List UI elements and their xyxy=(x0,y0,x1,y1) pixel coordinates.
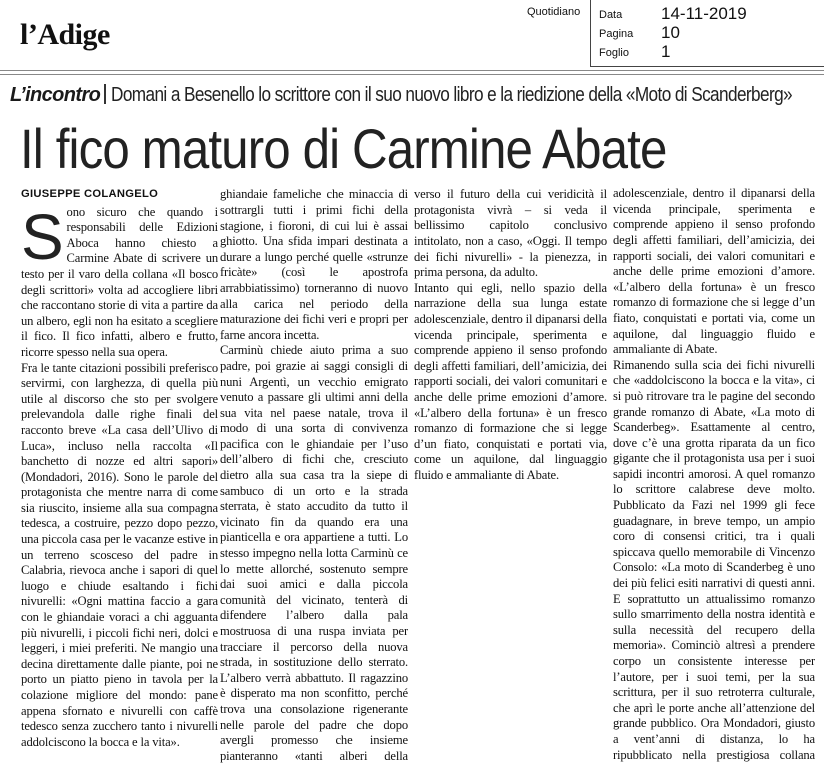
masthead xyxy=(0,0,824,72)
meta-label: Data xyxy=(599,9,623,21)
divider xyxy=(0,74,824,75)
meta-value: 1 xyxy=(661,42,671,61)
paragraph-continued: adolescenziale, dentro il dipanarsi della vicenda principale, sperimenta e comprende appieno il senso profondo degli affetti familiari, dell’amicizia, dei rapporti sociali, dei valori comunitari e anche delle prime emozioni d’amore. «L’albero della fortuna» è un fresco romanzo di formazione che si legge d’un fiato, conquistati e portati via, come un aquilone, dal linguaggio fluido e ammaliante di Abate. xyxy=(613,187,815,357)
meta-row-sheet xyxy=(599,42,819,62)
paragraph xyxy=(21,200,218,361)
paragraph: Intanto qui egli, nello spazio della narrazione della sua lunga estate adolescenziale, dentro il dipanarsi della vicenda principale, sperimenta e comprende appieno il senso profondo degli affetti familiari, dell’amicizia, dei rapporti sociali, dei valori comunitari e anche delle prime emozioni d’amore. «L’albero della fortuna» è un fresco romanzo di formazione che si legge d’un fiato, conquistati e portati via, come un aquilone, dal linguaggio fluido e ammaliante di Abate. xyxy=(414,280,607,482)
section-tag: L’incontro xyxy=(10,84,101,106)
meta-label: Pagina xyxy=(599,28,634,40)
paragraph: ghiandaie fameliche che minaccia di sottrargli tutti i primi fichi della stagione, i fioroni, di cui lui è assai ghiotto. Una sfida impari destinata a durare a lungo perché quelle «strunze fricàte» (così le apostrofa arrabbiatissimo) torneranno di nuovo alla carica nel periodo della maturazione dei fichi veri e propri per farne ancora incetta. xyxy=(220,187,408,342)
drop-cap: S xyxy=(21,200,64,273)
paragraph: Rimanendo sulla scia dei fichi nivurelli che «addolciscono la bocca e la vita», ci si può ritrovare tra le pagine del secondo grande romanzo di Abate, «La moto di Scanderbeg». Esattamente al centro, dove c’è una grotta riparata da un fico gigante che il protagonista usa per i suoi sapidi incontri amorosi. A quel romanzo lo scrittore calabrese deve molto. Pubblicato da Fazi nel 1999 gli fece guadagnare, in breve tempo, un ampio coro di consensi critici, tra i quali spiccava quello memorabile di Vincenzo Consolo: «La moto di Scanderbeg è uno dei più felici esiti narrativi di questi anni. E soprattutto un attualissimo romanzo sullo smarrimento della nostra identità e sulla necessità del recupero della memoria». Cominciò altresì a prendere corpo un consistente interesse per l’autore, per i suoi temi, per la sua scrittura, per il suo retroterra culturale, che aprì le porte anche all’attenzione del grande pubblico. Ora Mondadori, giusto a vent’anni di distanza, lo ha ripubblicato nella prestigiosa collana xyxy=(613,357,815,762)
meta-label: Foglio xyxy=(599,47,629,59)
article-column-4 xyxy=(613,187,815,765)
paragraph: Fra le tante citazioni possibili preferisco servirmi, con larghezza, di quella più utile al discorso che sto per svolgere prelevandola dalle righe finali del racconto breve «La casa dell’Ulivo di Luca», incluso nella raccolta «Il banchetto di nozze ed altri sapori» (Mondadori, 2016). Sono le parole del protagonista che mentre narra di come sia riuscito, insieme alla sua compagna tedesca, a costruire, pezzo dopo pezzo, una piccola casa per le vacanze estive in un terreno scosceso del padre in Calabria, rievoca anche i sapori di quel luogo e chiude esaltando i fichi nivurelli: «Ogni mattina faccio a gara con le ghiandaie voraci a chi agguanta più nivurelli, i piccoli fichi neri, dolci e leggeri, i miei preferiti. Ne mangio una decina direttamente dalle piante, poi ne porto un piatto pieno in tavola per la colazione migliore del mondo: pane appena sfornato e nivurelli con caffè tedesco senza zucchero tanto i nivurelli addolciscono la bocca e la vita». xyxy=(21,360,218,749)
meta-row-date xyxy=(599,4,819,24)
byline: GIUSEPPE COLANGELO xyxy=(21,188,159,200)
article-column-3 xyxy=(414,187,607,765)
publication-type: Quotidiano xyxy=(527,6,581,18)
newspaper-logo: l’Adige xyxy=(20,18,110,51)
clipping-meta-box xyxy=(590,0,824,67)
paragraph-text: ono sicuro che quando i responsabili delle Edizioni Aboca hanno chiesto a Carmine Abate di scrivere un testo per il varo della collana «Il bosco degli scrittori» volta ad accogliere libri che raccontano storie di vita a partire da un albero, egli non ha esitato a scegliere il fico. Il fico infatti, albero e frutto, ricorre spesso nella sua opera. xyxy=(21,204,218,359)
article-column-1 xyxy=(21,187,218,765)
headline: Il fico maturo di Carmine Abate xyxy=(20,117,667,180)
divider xyxy=(104,84,106,104)
kicker xyxy=(10,84,822,110)
kicker-text: Domani a Besenello lo scrittore con il suo nuovo libro e la riedizione della «Moto di Scanderberg» xyxy=(111,84,793,106)
article-column-2 xyxy=(220,187,408,765)
paragraph: Carminù chiede aiuto prima a suo padre, poi grazie ai saggi consigli di nuni Argentì, un vecchio emigrato venuto a passare gli ultimi anni della sua vita nel paese natale, trova il modo di una sorta di convivenza pacifica con le ghiandaie per l’uso dell’albero di fichi che, cresciuto dietro alla sua casa tra la siepe di sambuco di un orto e la strada sterrata, è stato accudito da tutto il vicinato fin da quando era una pianticella e ora appartiene a tutti. Lo stesso impegno nella lotta Carminù ce lo mette allorché, sostenuto sempre dai suoi amici e dalla piccola comunità del vicinato, tenterà di difendere l’albero dalla pala mostruosa di una ruspa inviata per tracciare il percorso della nuova strada, in sostituzione dello sterrato. L’albero verrà abbattuto. Il ragazzino è disperato ma non sconfitto, perché trova una consolazione rigenerante nelle parole del padre che dopo avergli promesso che insieme pianteranno «tanti alberi della xyxy=(220,343,408,763)
paragraph-continued: verso il futuro della cui veridicità il protagonista vivrà – si veda il bellissimo capitolo conclusivo intitolato, non a caso, «Oggi. Il tempo dei fichi nivurelli» - la pienezza, in prima persona, da adulto. xyxy=(414,187,607,280)
divider xyxy=(0,70,824,71)
meta-value: 14-11-2019 xyxy=(661,4,747,23)
meta-row-page xyxy=(599,23,819,43)
meta-value: 10 xyxy=(661,23,680,42)
